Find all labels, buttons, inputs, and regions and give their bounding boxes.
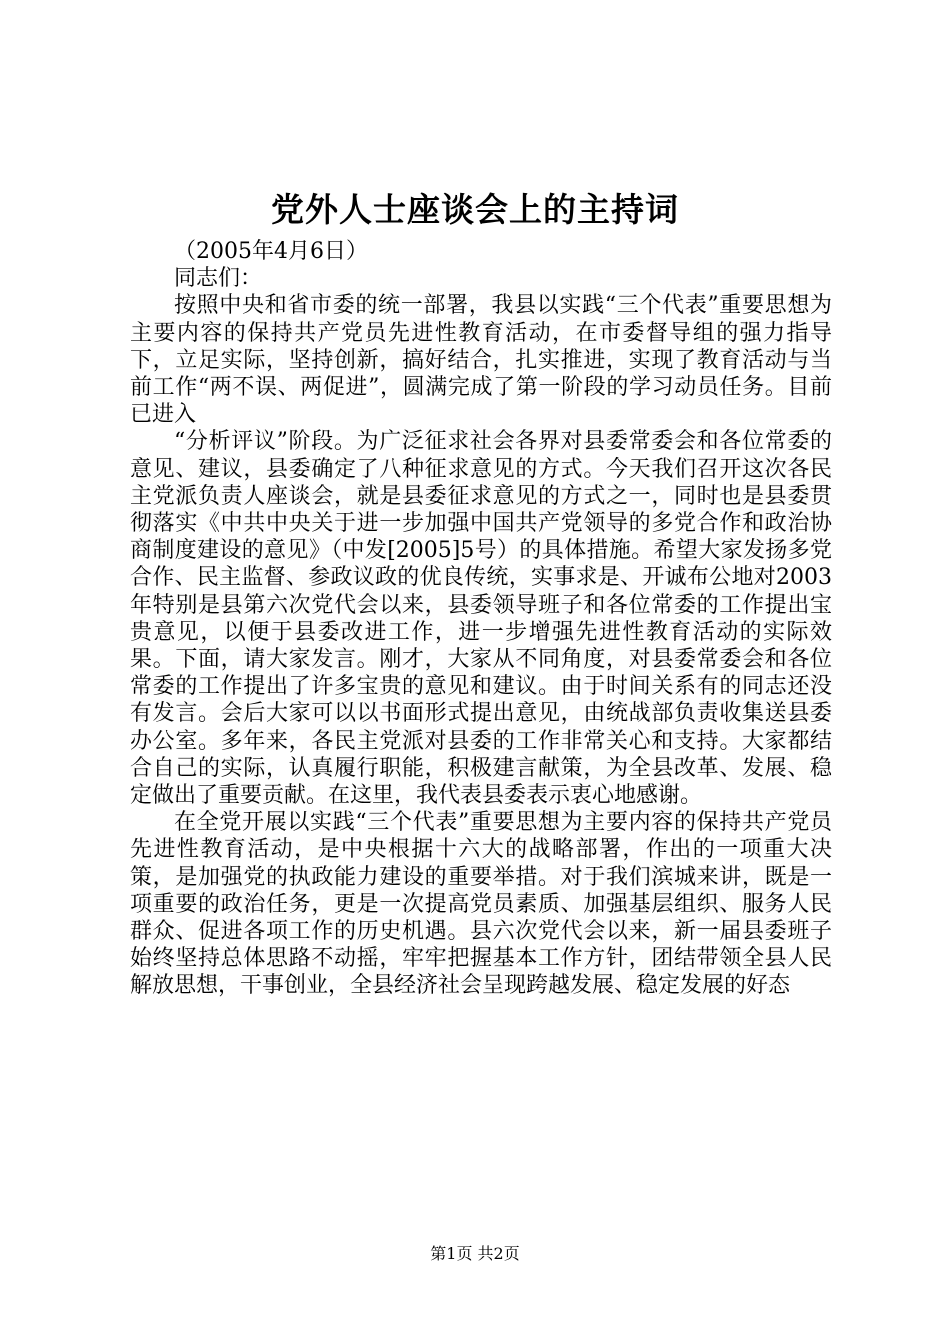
document-body	[130, 238, 832, 1000]
paragraph-2: “分析评议”阶段。为广泛征求社会各界对县委常委会和各位常委的意见、建议，县委确定了八种征求意见的方式。今天我们召开这次各民主党派负责人座谈会，就是县委征求意见的方式之一，同时也是县委贯彻落实《中共中央关于进一步加强中国共产党领导的多党合作和政治协商制度建设的意见》（中发[2005]5号）的具体措施。希望大家发扬多党合作、民主监督、参政议政的优良传统，实事求是、开诚布公地对2003年特别是县第六次党代会以来，县委领导班子和各位常委的工作提出宝贵意见，以便于县委改进工作，进一步增强先进性教育活动的实际效果。下面，请大家发言。刚才，大家从不同角度，对县委常委会和各位常委的工作提出了许多宝贵的意见和建议。由于时间关系有的同志还没有发言。会后大家可以以书面形式提出意见，由统战部负责收集送县委办公室。多年来，各民主党派对县委的工作非常关心和支持。大家都结合自己的实际，认真履行职能，积极建言献策，为全县改革、发展、稳定做出了重要贡献。在这里，我代表县委表示衷心地感谢。	[130, 429, 832, 809]
date-line: （2005年4月6日）	[174, 239, 368, 264]
paragraph-1: 按照中央和省市委的统一部署，我县以实践“三个代表”重要思想为主要内容的保持共产党员先进性教育活动，在市委督导组的强力指导下，立足实际，坚持创新，搞好结合，扎实推进，实现了教育活动与当前工作“两不误、两促进”，圆满完成了第一阶段的学习动员任务。目前已进入	[130, 293, 832, 428]
page-footer: 第1页 共2页	[430, 1244, 520, 1263]
salutation: 同志们：	[174, 266, 263, 292]
document-title: 党外人士座谈会上的主持词	[271, 190, 679, 229]
paragraph-3: 在全党开展以实践“三个代表”重要思想为主要内容的保持共产党员先进性教育活动，是中央根据十六大的战略部署，作出的一项重大决策，是加强党的执政能力建设的重要举措。对于我们滨城来讲，既是一项重要的政治任务，更是一次提高党员素质、加强基层组织、服务人民群众、促进各项工作的历史机遇。县六次党代会以来，新一届县委班子始终坚持总体思路不动摇，牢牢把握基本工作方针，团结带领全县人民解放思想，干事创业，全县经济社会呈现跨越发展、稳定发展的好态	[130, 810, 832, 999]
